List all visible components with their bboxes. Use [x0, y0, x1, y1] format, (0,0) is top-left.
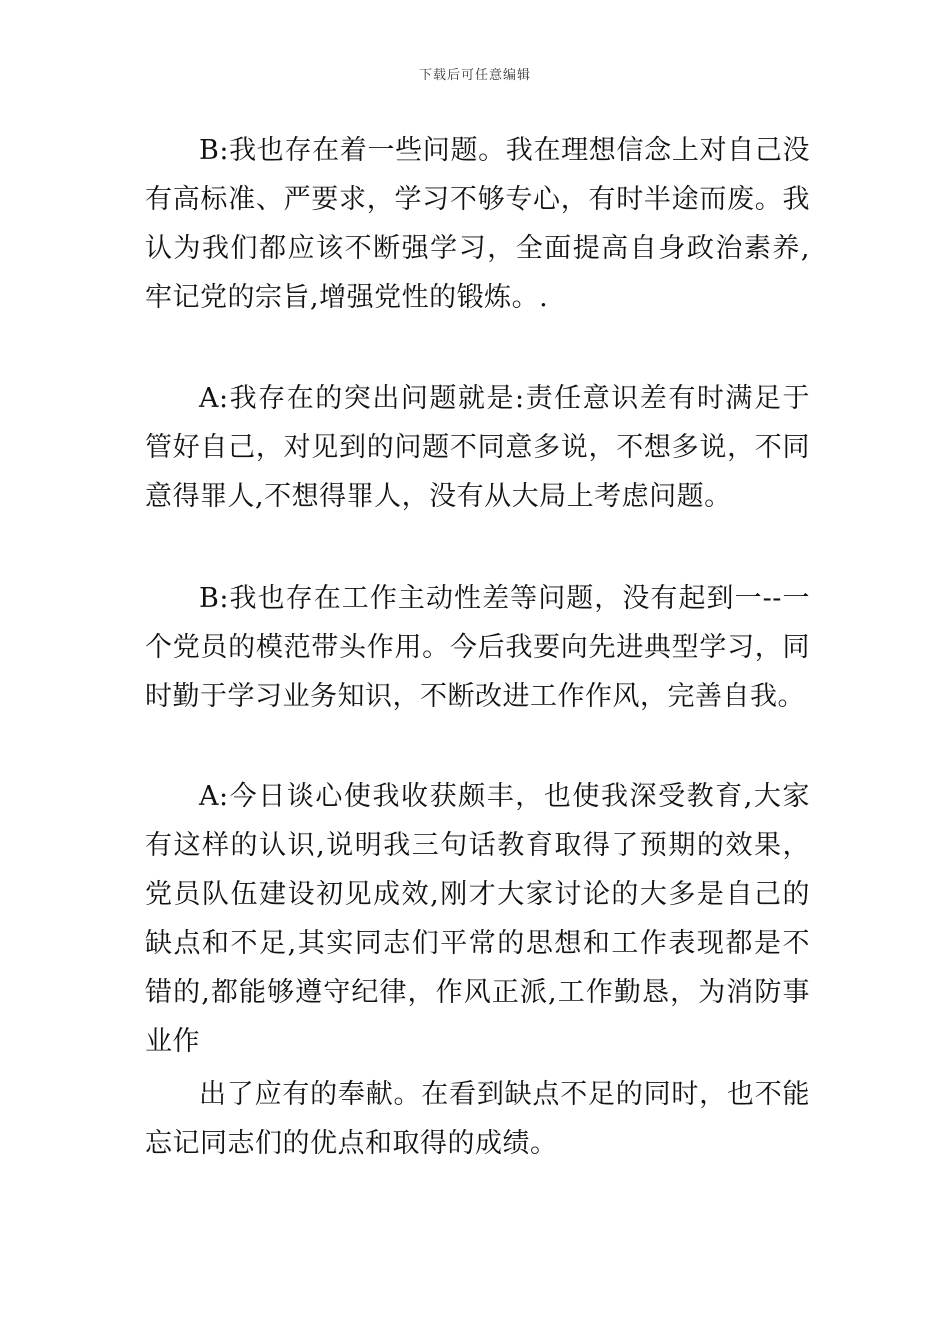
page-header: 下载后可任意编辑 [418, 68, 531, 83]
paragraph-5: 出了应有的奉献。在看到缺点不足的同时，也不能忘记同志们的优点和取得的成绩。 [145, 1079, 810, 1159]
paragraph-1: B:我也存在着一些问题。我在理想信念上对自己没有高标准、严要求，学习不够专心，有时半途而废。我认为我们都应该不断强学习，全面提高自身政治素养,牢记党的宗旨,增强党性的锻炼。. [145, 135, 810, 313]
paragraph-4: A:今日谈心使我收获颇丰，也使我深受教育,大家有这样的认识,说明我三句话教育取得了预期的效果，党员队伍建设初见成效,刚才大家讨论的大多是自己的缺点和不足,其实同志们平常的思想和工作表现都是不错的,都能够遵守纪律，作风正派,工作勤恳，为消防事业作 [145, 781, 810, 1057]
paragraph-2: A:我存在的突出问题就是:责任意识差有时满足于管好自己，对见到的问题不同意多说，不想多说，不同意得罪人,不想得罪人，没有从大局上考虑问题。 [145, 383, 810, 512]
paragraph-3: B:我也存在工作主动性差等问题，没有起到一--一个党员的模范带头作用。今后我要向先进典型学习，同时勤于学习业务知识，不断改进工作作风，完善自我。 [145, 583, 810, 712]
